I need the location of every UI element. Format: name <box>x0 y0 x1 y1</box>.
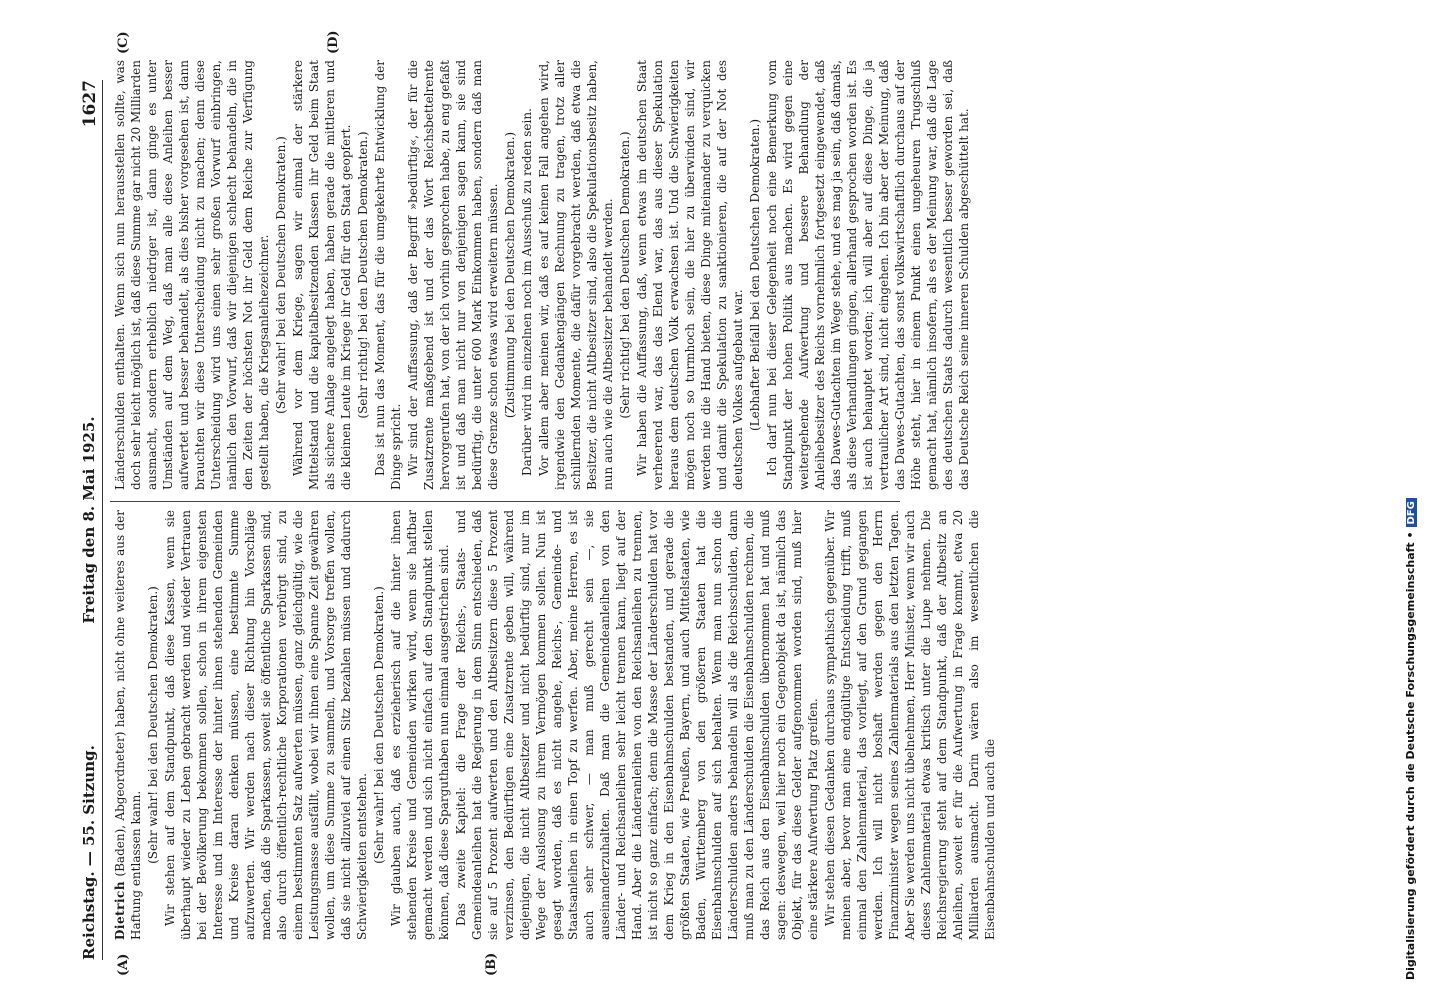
paragraph: Wir glauben auch, daß es erzieherisch auf die hinter ihnen stehenden Kreise und Gemeinden wirken wird, wenn sie haftbar gemacht werden und sich nicht einfach auf den Standpunkt stellen können, daß diese Sparguthaben nun einmal ausgestrichen sind. <box>389 510 451 940</box>
credit-text: Digitalisierung gefördert durch die Deutsche Forschungsgemeinschaft • <box>1404 531 1417 980</box>
page-number: 1627 <box>80 80 100 128</box>
interjection: (Zustimmung bei den Deutschen Demokraten.) <box>503 131 517 419</box>
paragraph: Länderschulden enthalten. Wenn sich nun herausstellen sollte, was doch sehr leicht möglich ist, daß diese Summe gar nicht 20 Milliarden ausmacht, sondern erheblich niedriger ist, dann ginge es unter Umständen auf dem Weg, daß man alle diese Anleihen besser aufwertet und besser behandelt, als dies bisher vorgesehen ist, dann brauchten wir diese Unterscheidung nicht zu machen; denn diese Unterscheidung wird uns einen sehr großen Vorwurf einbringen, nämlich den Vorwurf, daß wir diejenigen schlecht behandeln, die in den Zeiten der höchsten Not ihr Geld dem Reiche zur Verfügung gestellt haben, die Kriegsanleihezeichner. <box>113 60 271 490</box>
paragraph: Wir stehen diesen Gedanken durchaus sympathisch gegenüber. Wir meinen aber, bevor man eine endgültige Entscheidung trifft, muß einmal den Zahlenmaterial, das vorliegt, auf den Grund gegangen werden. Ich will nicht boshaft werden gegen den Herrn Finanzminister wegen seines Zahlenmaterials aus den letzten Tagen. Aber Sie werden uns nicht übelnehmen, Herr Minister, wenn wir auch dieses Zahlenmaterial etwas kritisch unter die Lupe nehmen. Die Reichsregierung steht auf dem Standpunkt, daß der Altbesitz an Anleihen, soweit er für die Aufwertung in Frage kommt, etwa 20 Milliarden ausmacht. Darin wären also im wesentlichen die Eisenbahnschulden und auch die <box>823 510 997 940</box>
interjection: (Sehr wahr! bei den Deutschen Demokraten.) <box>146 586 160 864</box>
text-column-right <box>112 60 971 490</box>
paragraph: Vor allem aber meinen wir, daß es auf keinen Fall angehen wird, irgendwie den Gedankengängen Rechnung zu tragen, trotz aller schillernden Momente, die dafür vorgebracht werden, daß etwa die Besitzer, die nicht Altbesitzer sind, also die Spekulationsbesitz haben, nun auch wie die Altbesitzer behandelt werden. <box>537 60 615 490</box>
header-rule <box>102 80 103 960</box>
paragraph: Darüber wird im einzelnen noch im Ausschuß zu reden sein. <box>520 108 534 476</box>
paragraph: Wir sind der Auffassung, daß der Begriff »bedürftig«, der für die Zusatzrente maßgebend ist und der das Wort Reichsbettelrente hervorgerufen hat, von der ich vorhin gesprochen habe, zu eng gefaßt ist und daß man nicht nur von denjenigen sagen kann, sie sind bedürftig, die unter 600 Mark Einkommen haben, sondern daß man diese Grenze schon etwas wird erweitern müssen. <box>406 60 500 490</box>
interjection: (Sehr wahr! bei den Deutschen Demokraten.) <box>372 586 386 864</box>
interjection: (Lebhafter Beifall bei den Deutschen Demokraten.) <box>748 119 762 431</box>
paragraph: Wir stehen auf dem Standpunkt, daß diese Kassen, wenn sie überhaupt wieder zu Leben gebracht werden und wieder Vertrauen bei der Bevölkerung bekommen sollen, schon in ihrem eigensten Interesse und im Interesse der hinter ihnen stehenden Gemeinden und Kreise daran denken müssen, eine bestimmte Summe aufzuwerten. Wir werden nach dieser Richtung hin Vorschläge machen, daß die Sparkassen, soweit sie öffentliche Sparkassen sind, also durch öffentlich-rechtliche Korporationen verbürgt sind, zu einem bestimmten Satz aufwerten müssen, ganz gleichgültig, wie die Leistungsmasse ausfällt, wobei wir ihnen eine Spanne Zeit gewähren wollen, um diese Summe zu sammeln, und Vorsorge treffen wollen, daß sie nicht allzuviel auf einen Sitz bezahlen müssen und dadurch Schwierigkeiten entstehen. <box>163 510 369 940</box>
scanned-page <box>80 30 1100 976</box>
interjection: (Sehr richtig! bei den Deutschen Demokraten.) <box>618 131 632 419</box>
digitization-credit <box>1404 498 1417 980</box>
page-header-left: Reichstag. — 55. Sitzung. <box>80 745 98 960</box>
speaker-name: Dietrich <box>113 880 127 940</box>
page-header-date: Freitag den 8. Mai 1925. <box>80 416 98 624</box>
paragraph: haben, nicht ohne weiteres aus der Haftung entlassen kann. <box>113 509 143 940</box>
interjection: (Sehr wahr! bei den Deutschen Demokraten.) <box>274 136 288 414</box>
margin-marker-b: (B) <box>484 952 499 976</box>
paragraph: Ich darf nun bei dieser Gelegenheit noch eine Bemerkung vom Standpunkt der hohen Politik aus machen. Es wird gegen eine weitergehende Aufwertung und bessere Behandlung der Anleihebesitzer des Reichs vornehmlich fortgesetzt eingewendet, daß das Dawes-Gutachten im Wege stehe, und es mag ja sein, daß damals, als diese Verhandlungen gingen, allerhand gesprochen worden ist. Es ist auch behauptet worden; ich will aber auf diese Dinge, die ja vertraulicher Art sind, nicht eingehen. Ich bin aber der Meinung, daß das Dawes-Gutachten, das sonst volkswirtschaftlich durchaus auf der Höhe steht, hier in einem Punkt einen ungeheuren Trugschluß gemacht hat, nämlich insofern, als es der Meinung war, daß die Lage des deutschen Staats dadurch wesentlich besser geworden sei, daß das Deutsche Reich seine inneren Schulden abgeschüttelt hat. <box>765 60 971 490</box>
interjection: (Sehr richtig! bei den Deutschen Demokraten.) <box>356 131 370 419</box>
speaker-note: (Baden), Abgeordneter) <box>113 731 127 877</box>
margin-marker-a: (A) <box>116 953 131 976</box>
dfg-logo: DFG <box>1406 498 1417 527</box>
column-divider <box>110 501 900 502</box>
paragraph: Das zweite Kapitel: die Frage der Reichs-, Staats- und Gemeindeanleihen hat die Regierung in dem Sinn entschieden, daß sie auf 5 Prozent aufwerten und den Altbesitzern diese 5 Prozent verzinsen, den Bedürftigen eine Zusatzrente geben will, während diejenigen, die nicht Altbesitzer und nicht bedürftig sind, nur im Wege der Auslosung zu ihrem Vermögen kommen sollen. Nun ist gesagt worden, daß es nicht angehe, Reichs-, Gemeinde- und Staatsanleihen in einen Topf zu werfen. Aber, meine Herren, es ist auch sehr schwer, — man muß gerecht sein —, sie auseinanderzuhalten. Daß man die Gemeindeanleihen von den Länder- und Reichsanleihen sehr leicht trennen kann, liegt auf der Hand. Aber die Länderanleihen von den Reichsanleihen zu trennen, ist nicht so ganz einfach; denn die Masse der Länderschulden hat vor dem Krieg in den Eisenbahnschulden bestanden, und gerade die größten Staaten, wie Preußen, Bayern, und auch Mittelstaaten, wie Baden, Württemberg von den größeren Staaten hat die Eisenbahnschulden auf sich behalten. Wenn man nun schon die Länderschulden anders behandeln will als die Reichsschulden, dann muß man zu den Länderschulden die Eisenbahnschulden rechnen, die das Reich aus den Eisenbahnschulden übernommen hat und muß sagen: deswegen, weil hier noch ein Gegenobjekt da ist, nämlich das Objekt, für das diese Gelder aufgenommen worden sind, muß hier eine stärkere Aufwertung Platz greifen. <box>454 510 820 940</box>
margin-marker-c: (C) <box>116 31 131 54</box>
paragraph: Wir haben die Auffassung, daß, wenn etwas im deutschen Staat verheerend war, das das Elend war, das aus dieser Spekulation heraus dem deutschen Volk erwachsen ist. Und die Schwierigkeiten mögen noch so turmhoch sein, die hier zu überwinden sind, wir werden nie die Hand bieten, diese Dinge miteinander zu verquicken und damit die Spekulation zu sanktionieren, die auf der Not des deutschen Volkes aufgebaut war. <box>635 60 745 490</box>
paragraph: Während vor dem Kriege, sagen wir einmal der stärkere Mittelstand und die kapitalbesitzenden Klassen ihr Geld beim Staat als sichere Anlage angelegt haben, haben gerade die mittleren und die kleinen Leute im Kriege ihr Geld für den Staat geopfert. <box>291 60 353 490</box>
text-column-left <box>112 509 997 940</box>
speaker-line <box>112 510 144 940</box>
margin-marker-d: (D) <box>326 30 341 54</box>
paragraph: Das ist nun das Moment, das für die umgekehrte Entwicklung der Dinge spricht. <box>373 60 403 490</box>
